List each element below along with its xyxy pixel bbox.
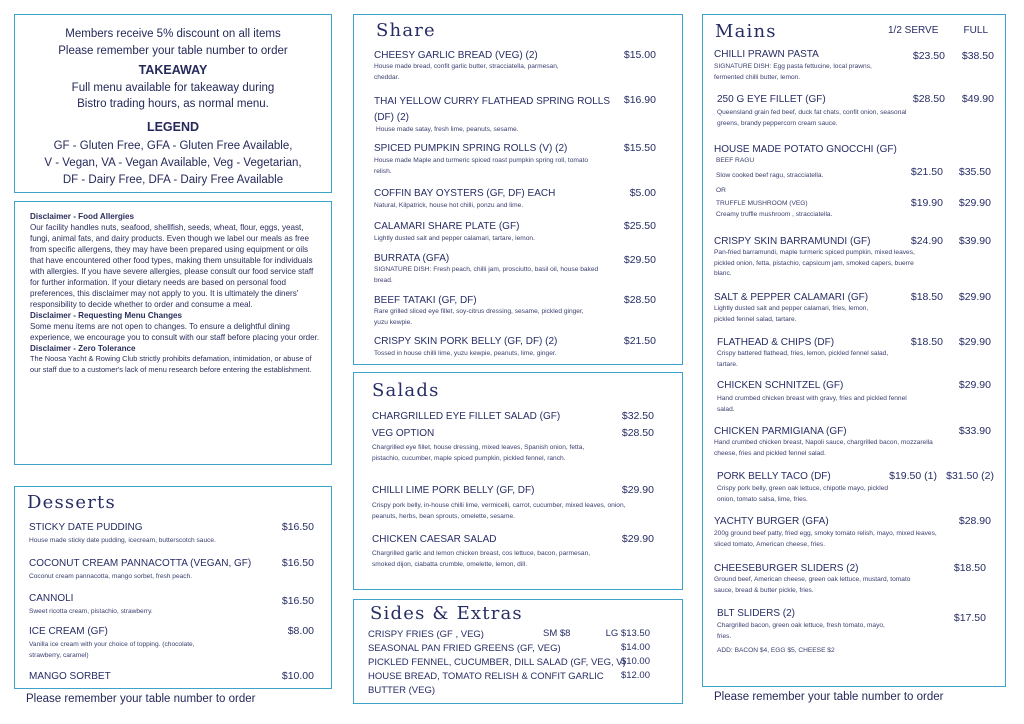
item-name: FLATHEAD & CHIPS (DF) bbox=[717, 337, 835, 348]
item-price: $16.50 bbox=[281, 595, 314, 607]
item-description: Coconut cream pannacotta, mango sorbet, fresh peach. bbox=[29, 573, 193, 580]
item-price: $29.90 bbox=[621, 533, 654, 545]
item-price: $15.00 bbox=[623, 49, 656, 61]
item-price: $14.00 bbox=[620, 642, 650, 653]
item-extras: ADD: BACON $4, EGG $5, CHEESE $2 bbox=[717, 647, 835, 654]
item-name: HOUSE MADE POTATO GNOCCHI (GF) bbox=[714, 144, 897, 155]
gnocchi-option-2-description: Creamy truffle mushroom , stracciatella. bbox=[716, 211, 833, 218]
item-description: Vanilla ice cream with your choice of topping. (chocolate, strawberry, caramel) bbox=[29, 641, 195, 659]
gnocchi-option-1-description: Slow cooked beef ragu, stracciatella. bbox=[716, 172, 824, 179]
item-description: 200g ground beef patty, fried egg, smoky tomato relish, mayo, mixed leaves, sliced tomato, American cheese, fries. bbox=[714, 530, 937, 548]
item-price: $25.50 bbox=[623, 220, 656, 232]
item-name: HOUSE BREAD, TOMATO RELISH & CONFIT GARLIC BUTTER (VEG) bbox=[368, 671, 604, 696]
item-name: BEEF TATAKI (GF, DF) bbox=[374, 295, 477, 306]
item-name: CHICKEN SCHNITZEL (GF) bbox=[717, 380, 844, 391]
item-name: CHICKEN PARMIGIANA (GF) bbox=[714, 426, 847, 437]
item-price: $21.50 bbox=[623, 335, 656, 347]
legend-heading: LEGEND bbox=[146, 120, 200, 134]
table-reminder-text: Please remember your table number to order bbox=[58, 45, 288, 57]
item-price-full: $49.90 bbox=[961, 93, 994, 105]
item-price: $12.00 bbox=[620, 670, 650, 681]
item-price: $5.00 bbox=[629, 187, 656, 199]
item-price: $28.50 bbox=[623, 294, 656, 306]
takeaway-heading: TAKEAWAY bbox=[138, 63, 208, 77]
gnocchi-option-2-price-full: $29.90 bbox=[958, 197, 991, 209]
item-price: $15.50 bbox=[623, 142, 656, 154]
disclaimer-allergies-text: Our facility handles nuts, seafood, shellfish, seeds, wheat, flour, eggs, yeast, fungi, animal fats, and dairy products. Even though we label our meals as free from specific allergens, they may have been prepared using equipment or oils that have encountered other food types, making them unsuitable for individuals with allergies. If you have severe allergies, please consult our food service staff for further information. If your dietary needs are based on personal food preferences, this disclaimer may not apply to you. It is ultimately the diners' responsibility to decide whether to order and consume a meal. bbox=[30, 223, 314, 309]
item-option-price: $28.50 bbox=[621, 427, 654, 439]
member-discount-text: Members receive 5% discount on all items bbox=[65, 28, 281, 40]
item-price-large: LG $13.50 bbox=[605, 628, 650, 639]
item-price-half: $18.50 bbox=[910, 291, 943, 303]
legend-line-1: GF - Gluten Free, GFA - Gluten Free Available, bbox=[53, 140, 293, 152]
item-description: Queensland grain fed beef, duck fat chats, confit onion, seasonal greens, brandy peppercorn cream sauce. bbox=[717, 109, 907, 127]
item-description: Lightly dusted salt and pepper calamari, tartare, lemon. bbox=[374, 235, 535, 242]
gnocchi-option-1-price-full: $35.50 bbox=[958, 166, 991, 178]
disclaimer-changes-text: Some menu items are not open to changes. To ensure a delightful dining experience, we encourage you to consult with our staff before placing your order. bbox=[30, 322, 320, 342]
item-name: BURRATA (GFA) bbox=[374, 253, 450, 264]
desserts-title: Desserts bbox=[27, 492, 116, 513]
sides-panel bbox=[353, 599, 683, 704]
item-name: PICKLED FENNEL, CUCUMBER, DILL SALAD (GF, VEG, V) bbox=[368, 657, 626, 668]
disclaimer-changes-heading: Disclaimer - Requesting Menu Changes bbox=[30, 311, 183, 320]
item-description: Crispy battered flathead, fries, lemon, pickled fennel salad, tartare. bbox=[717, 350, 889, 368]
item-price-half: $24.90 bbox=[910, 235, 943, 247]
item-name: CHEESEBURGER SLIDERS (2) bbox=[714, 563, 859, 574]
item-name: THAI YELLOW CURRY FLATHEAD SPRING ROLLS (DF) (2) bbox=[374, 96, 610, 123]
item-description: House made Maple and turmeric spiced roast pumpkin spring roll, tomato relish. bbox=[374, 157, 589, 175]
item-description: Hand crumbed chicken breast, Napoli sauce, chargrilled bacon, mozzarella cheese, fries and pickled fennel salad. bbox=[714, 439, 933, 457]
item-name: CANNOLI bbox=[29, 593, 74, 604]
disclaimer-tolerance-heading: Disclaimer - Zero Tolerance bbox=[30, 344, 136, 353]
item-description: Chargrilled eye fillet, house dressing, mixed leaves, Spanish onion, fetta, pistachio, cucumber, maple spiced pumpkin, pickled fennel, ranch. bbox=[372, 444, 585, 462]
item-price: $32.50 bbox=[621, 410, 654, 422]
item-price-small: SM $8 bbox=[543, 628, 571, 639]
disclaimer-panel bbox=[14, 201, 332, 465]
info-panel bbox=[14, 14, 332, 193]
item-name: MANGO SORBET bbox=[29, 671, 111, 682]
item-description: Rare grilled sliced eye fillet, soy-citrus dressing, sesame, pickled ginger, yuzu kewpie. bbox=[374, 308, 584, 326]
item-name: SEASONAL PAN FRIED GREENS (GF, VEG) bbox=[368, 643, 561, 654]
item-description: House made sticky date pudding, icecream, butterscotch sauce. bbox=[29, 537, 216, 544]
item-description: House made satay, fresh lime, peanuts, sesame. bbox=[376, 126, 519, 133]
mains-panel bbox=[702, 14, 1006, 687]
item-name: CRISPY FRIES (GF , VEG) bbox=[368, 629, 484, 640]
item-description: Tossed in house chilli lime, yuzu kewpie, peanuts, lime, ginger. bbox=[374, 350, 557, 357]
item-name: BLT SLIDERS (2) bbox=[717, 608, 795, 619]
item-name: COFFIN BAY OYSTERS (GF, DF) EACH bbox=[374, 188, 556, 199]
item-name: COCONUT CREAM PANNACOTTA (VEGAN, GF) bbox=[29, 558, 252, 569]
item-name: PORK BELLY TACO (DF) bbox=[717, 471, 831, 482]
disclaimer-allergies-heading: Disclaimer - Food Allergies bbox=[30, 212, 135, 221]
item-description: Chargrilled garlic and lemon chicken breast, cos lettuce, bacon, parmesan, smoked dijon, ciabatta crumble, omelette, lemon, dill. bbox=[372, 550, 591, 568]
item-description: Ground beef, American cheese, green oak lettuce, mustard, tomato sauce, bread & butter pickle, fries. bbox=[714, 576, 911, 594]
item-price-full: $38.50 bbox=[961, 50, 994, 62]
item-description: Hand crumbed chicken breast with gravy, fries and pickled fennel salad. bbox=[717, 395, 907, 413]
item-name: CHARGRILLED EYE FILLET SALAD (GF) bbox=[372, 411, 561, 422]
item-description: Natural, Kilpatrick, house hot chilli, ponzu and lime. bbox=[374, 202, 524, 209]
item-price-full: $29.90 bbox=[958, 379, 991, 391]
item-price-full: $28.90 bbox=[958, 515, 991, 527]
item-description: SIGNATURE DISH: Egg pasta fettucine, local prawns, fermented chilli butter, lemon. bbox=[714, 63, 872, 81]
item-price-full: $39.90 bbox=[958, 235, 991, 247]
salads-panel bbox=[353, 372, 683, 590]
item-name: STICKY DATE PUDDING bbox=[29, 522, 143, 533]
item-name: ICE CREAM (GF) bbox=[29, 626, 108, 637]
item-name: CRISPY SKIN BARRAMUNDI (GF) bbox=[714, 236, 871, 247]
legend-line-3: DF - Dairy Free, DFA - Dairy Free Available bbox=[62, 174, 284, 186]
item-description: Lightly dusted salt and pepper calamari, fries, lemon, pickled fennel salad, tartare. bbox=[714, 305, 869, 323]
item-description: Sweet ricotta cream, pistachio, strawberry. bbox=[29, 608, 153, 615]
item-price-full: $18.50 bbox=[953, 562, 986, 574]
item-price-full: $17.50 bbox=[953, 612, 986, 624]
item-description: Pan-fried barramundi, maple turmeric spiced pumpkin, mixed leaves, pickled onion, fetta, pistachio, capsicum jam, smoked capers, buerre blanc. bbox=[714, 249, 915, 277]
item-price-half: $18.50 bbox=[910, 336, 943, 348]
takeaway-line-1: Full menu available for takeaway during bbox=[71, 82, 275, 94]
gnocchi-or-label: OR bbox=[716, 187, 726, 194]
item-price: $10.00 bbox=[281, 670, 314, 682]
item-name: SALT & PEPPER CALAMARI (GF) bbox=[714, 292, 869, 303]
item-price: $16.90 bbox=[623, 94, 656, 106]
item-price: $8.00 bbox=[287, 625, 314, 637]
share-title: Share bbox=[376, 20, 436, 41]
desserts-panel bbox=[14, 486, 332, 689]
item-price-half: $23.50 bbox=[912, 50, 945, 62]
gnocchi-option-1-name: BEEF RAGU bbox=[716, 157, 755, 164]
column-header-full: FULL bbox=[963, 25, 988, 36]
item-description: Chargrilled bacon, green oak lettuce, fresh tomato, mayo, fries. bbox=[717, 622, 885, 640]
item-price: $10.00 bbox=[620, 656, 650, 667]
item-description: Crispy pork belly, green oak lettuce, chipotle mayo, pickled onion, tomato salsa, lime, fries. bbox=[717, 485, 889, 503]
item-name: CHILLI LIME PORK BELLY (GF, DF) bbox=[372, 485, 535, 496]
item-name: CHICKEN CAESAR SALAD bbox=[372, 534, 497, 545]
disclaimer-tolerance-text: The Noosa Yacht & Rowing Club strictly prohibits defamation, intimidation, or abuse of our staff due to a customer's lack of menu research before entering the establishment. bbox=[30, 354, 312, 374]
footer-table-reminder-right: Please remember your table number to order bbox=[714, 691, 944, 703]
mains-title: Mains bbox=[715, 21, 777, 42]
item-price: $16.50 bbox=[281, 521, 314, 533]
item-price-half: $28.50 bbox=[912, 93, 945, 105]
salads-title: Salads bbox=[372, 380, 440, 401]
item-name: CALAMARI SHARE PLATE (GF) bbox=[374, 221, 520, 232]
item-name: CHEESY GARLIC BREAD (VEG) (2) bbox=[374, 50, 538, 61]
legend-line-2: V - Vegan, VA - Vegan Available, Veg - Vegetarian, bbox=[44, 157, 302, 169]
item-price-full: $29.90 bbox=[958, 336, 991, 348]
sides-title: Sides & Extras bbox=[370, 603, 523, 624]
item-price: $29.90 bbox=[621, 484, 654, 496]
item-description: House made bread, confit garlic butter, stracciatella, parmesan, cheddar. bbox=[374, 63, 559, 81]
column-header-half: 1/2 SERVE bbox=[888, 25, 939, 36]
item-price-full: $33.90 bbox=[958, 425, 991, 437]
item-option-name: VEG OPTION bbox=[372, 428, 435, 439]
item-name: SPICED PUMPKIN SPRING ROLLS (V) (2) bbox=[374, 143, 568, 154]
gnocchi-option-2-name: TRUFFLE MUSHROOM (VEG) bbox=[716, 200, 808, 207]
item-price: $16.50 bbox=[281, 557, 314, 569]
item-description: Crispy pork belly, in-house chilli lime, vermicelli, carrot, cucumber, mixed leaves, onion, peanuts, herbs, bean sprouts, omelette, sesame. bbox=[372, 502, 626, 520]
item-name: CHILLI PRAWN PASTA bbox=[714, 49, 819, 60]
item-name: 250 G EYE FILLET (GF) bbox=[717, 94, 826, 105]
item-price: $29.50 bbox=[623, 254, 656, 266]
takeaway-line-2: Bistro trading hours, as normal menu. bbox=[77, 98, 269, 110]
gnocchi-option-2-price-half: $19.90 bbox=[910, 197, 943, 209]
item-description: SIGNATURE DISH: Fresh peach, chilli jam, prosciutto, basil oil, house baked bread. bbox=[374, 266, 599, 284]
gnocchi-option-1-price-half: $21.50 bbox=[910, 166, 943, 178]
item-price-full: $31.50 (2) bbox=[946, 470, 994, 482]
footer-table-reminder-left: Please remember your table number to order bbox=[26, 693, 256, 705]
item-name: CRISPY SKIN PORK BELLY (GF, DF) (2) bbox=[374, 336, 558, 347]
item-price-half: $19.50 (1) bbox=[889, 470, 937, 482]
item-name: YACHTY BURGER (GFA) bbox=[714, 516, 829, 527]
share-panel bbox=[353, 14, 683, 365]
item-price-full: $29.90 bbox=[958, 291, 991, 303]
